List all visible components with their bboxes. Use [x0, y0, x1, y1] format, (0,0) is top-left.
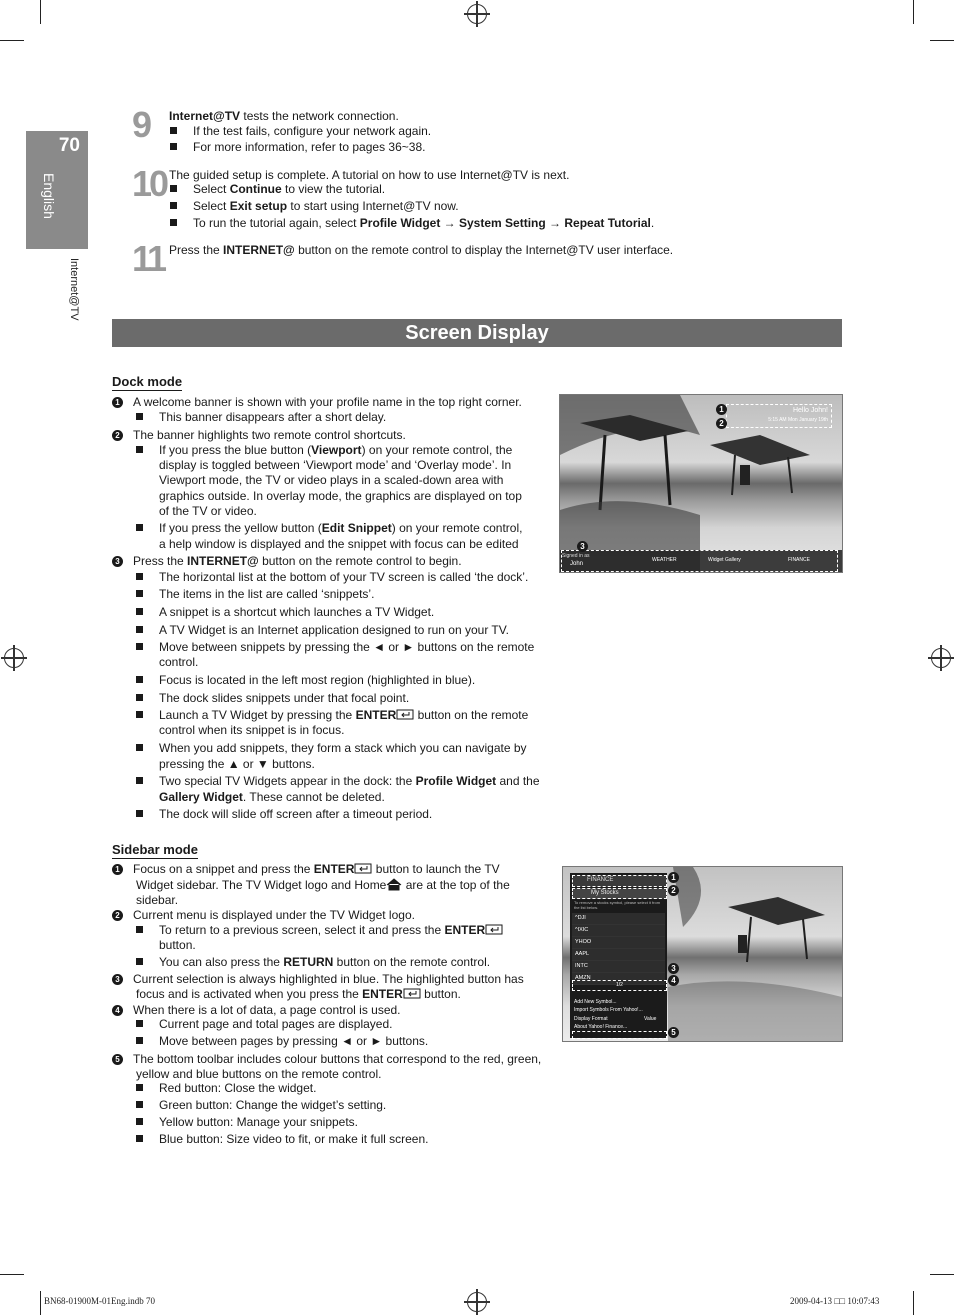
dock-subitem-cont: a help window is displayed and the snippet with focus can be edited — [159, 537, 519, 551]
step-text: The guided setup is complete. A tutorial on how to use Internet@TV is next. — [169, 168, 570, 182]
sidebar-subitem: Yellow button: Manage your snippets. — [136, 1115, 358, 1130]
section-banner: Screen Display — [112, 319, 842, 347]
dock-subitem: Focus is located in the left most region (highlighted in blue). — [136, 673, 475, 688]
sidebar-item: 1 Focus on a snippet and press the ENTER button to launch the TV — [112, 862, 500, 877]
dock-subitem-cont: control when its snippet is in focus. — [159, 723, 345, 737]
dock-subitem-cont: Gallery Widget. These cannot be deleted. — [159, 790, 385, 804]
widget-sidebar — [570, 873, 667, 1038]
language-label: English — [41, 173, 57, 219]
symbol-row[interactable]: ^IXIC — [572, 925, 665, 937]
step-text: Internet@TV tests the network connection. — [169, 109, 399, 123]
dock-subitem-cont: of the TV or video. — [159, 504, 257, 518]
dock-subitem: Move between snippets by pressing the ◄ or ► buttons on the remote — [136, 640, 534, 655]
callout-marker: 2 — [668, 885, 679, 896]
registration-mark-icon — [467, 1292, 487, 1312]
sidebar-mode-screenshot — [562, 866, 843, 1042]
crop-mark — [913, 0, 914, 24]
weather-snippet[interactable]: WEATHER — [652, 557, 677, 563]
dock-subitem-cont: Viewport mode, the TV or video plays in a scaled-down area with — [159, 473, 504, 487]
crop-mark — [40, 1291, 41, 1315]
footer-date: 2009-04-13 □□ 10:07:43 — [790, 1296, 880, 1306]
step-bullet: Select Exit setup to start using Internet@TV now. — [170, 199, 459, 215]
dock-subitem: The dock slides snippets under that focal point. — [136, 691, 409, 706]
dock-subitem: Launch a TV Widget by pressing the ENTER button on the remote — [136, 708, 528, 723]
enter-icon — [485, 924, 503, 935]
dock-mode-screenshot — [559, 394, 843, 573]
enter-icon — [403, 988, 421, 999]
home-icon — [386, 878, 402, 891]
crop-mark — [930, 40, 954, 41]
dock-item: 1 A welcome banner is shown with your profile name in the top right corner. — [112, 395, 522, 410]
dock-focus-box — [561, 550, 838, 572]
symbol-row[interactable]: YHOO — [572, 937, 665, 949]
step-bullet: Select Continue to view the tutorial. — [170, 182, 385, 198]
page-tab — [26, 131, 88, 249]
footer-file: BN68-01900M-01Eng.indb 70 — [44, 1296, 155, 1306]
welcome-text: Hello John! — [792, 407, 828, 414]
symbol-row[interactable]: AMZN — [572, 973, 665, 985]
step-bullet: For more information, refer to pages 36~38. — [170, 140, 425, 156]
registration-mark-icon — [467, 4, 487, 24]
gallery-snippet[interactable]: Widget Gallery — [708, 557, 741, 563]
crop-mark — [40, 0, 41, 24]
step-number: 9 — [132, 104, 150, 145]
dock-subitem: The horizontal list at the bottom of your TV screen is called ‘the dock’. — [136, 570, 528, 585]
format-value: Value — [644, 1016, 657, 1022]
dock-subitem: The dock will slide off screen after a timeout period. — [136, 807, 432, 822]
symbol-row[interactable]: INTC — [572, 961, 665, 973]
callout-marker: 3 — [668, 963, 679, 974]
page-number: 70 — [58, 135, 80, 156]
step-bullet: To run the tutorial again, select Profile Widget → System Setting → Repeat Tutorial. — [170, 216, 654, 232]
crop-mark — [930, 1274, 954, 1275]
dock-subitem-cont: control. — [159, 655, 199, 669]
sidebar-subitem: Green button: Change the widget’s setting. — [136, 1098, 386, 1113]
enter-icon — [396, 709, 414, 720]
crop-mark — [913, 1291, 914, 1315]
dock-subitem-cont: display is toggled between ‘Viewport mode’ and ‘Overlay mode’. In — [159, 458, 512, 472]
callout-marker: 4 — [668, 975, 679, 986]
callout-marker: 3 — [577, 541, 588, 552]
sidebar-item: 5 The bottom toolbar includes colour buttons that correspond to the red, green, — [112, 1052, 541, 1067]
sidebar-subitem: Move between pages by pressing ◄ or ► buttons. — [136, 1034, 428, 1049]
sidebar-action[interactable]: Add New Symbol... — [574, 999, 617, 1005]
current-menu: My Stocks — [591, 890, 619, 896]
sidebar-action[interactable]: About Yahoo! Finance... — [574, 1024, 628, 1030]
sidebar-item-cont: Widget sidebar. The TV Widget logo and Home are at the top of the — [136, 878, 510, 892]
dock-item: 3 Press the INTERNET@ button on the remote control to begin. — [112, 554, 462, 569]
callout-marker: 2 — [716, 418, 727, 429]
sidebar-heading: Sidebar mode — [112, 842, 198, 857]
sidebar-menu-bar[interactable] — [572, 888, 667, 899]
dock-subitem: If you press the yellow button (Edit Snippet) on your remote control, — [136, 521, 522, 536]
welcome-time: 5:15 AM Mon January 19th — [768, 417, 828, 423]
sidebar-subitem: Blue button: Size video to fit, or make it full screen. — [136, 1132, 428, 1147]
registration-mark-icon — [4, 648, 24, 668]
page-indicator: 1/2 — [616, 982, 623, 988]
sidebar-item: 3 Current selection is always highlighted in blue. The highlighted button has — [112, 972, 524, 987]
page-control[interactable] — [572, 980, 667, 991]
user-name: John — [570, 561, 584, 567]
symbol-list — [572, 913, 665, 985]
sidebar-subitem: Red button: Close the widget. — [136, 1081, 316, 1096]
sidebar-subitem-cont: button. — [159, 938, 196, 952]
sidebar-subitem: To return to a previous screen, select it and press the ENTER — [136, 923, 503, 938]
sidebar-item: 4 When there is a lot of data, a page control is used. — [112, 1003, 401, 1018]
crop-mark — [0, 1274, 24, 1275]
dock-heading: Dock mode — [112, 374, 183, 389]
callout-marker: 1 — [716, 404, 727, 415]
sidebar-action[interactable]: Import Symbols From Yahoo!... — [574, 1007, 643, 1013]
crop-mark — [0, 40, 24, 41]
callout-marker: 1 — [668, 872, 679, 883]
sidebar-header — [572, 875, 667, 887]
welcome-banner — [726, 404, 832, 428]
signed-in-label: Signed in as — [562, 553, 590, 559]
step-bullet: If the test fails, configure your network again. — [170, 124, 431, 140]
symbol-row[interactable]: AAPL — [572, 949, 665, 961]
dock-subitem: A snippet is a shortcut which launches a TV Widget. — [136, 605, 434, 620]
step-number: 11 — [132, 238, 165, 279]
finance-snippet[interactable]: FINANCE — [788, 557, 810, 563]
dock-subitem-cont: graphics outside. In overlay mode, the graphics are displayed on top — [159, 489, 522, 503]
dock-subitem: When you add snippets, they form a stack which you can navigate by — [136, 741, 527, 756]
sidebar-subitem: You can also press the RETURN button on the remote control. — [136, 955, 490, 970]
dock-subitem: A TV Widget is an Internet application designed to run on your TV. — [136, 623, 509, 638]
sidebar-item: 2 Current menu is displayed under the TV Widget logo. — [112, 908, 415, 923]
symbol-row[interactable]: ^DJI — [572, 913, 665, 925]
dock-subitem: This banner disappears after a short delay. — [136, 410, 386, 425]
step-text: Press the INTERNET@ button on the remote control to display the Internet@TV user interface. — [169, 243, 674, 257]
registration-mark-icon — [931, 648, 951, 668]
dock-subitem: Two special TV Widgets appear in the dock: the Profile Widget and the — [136, 774, 540, 789]
dock-subitem: If you press the blue button (Viewport) on your remote control, the — [136, 443, 512, 458]
sidebar-subitem: Current page and total pages are displayed. — [136, 1017, 393, 1032]
dock-item: 2 The banner highlights two remote control shortcuts. — [112, 428, 406, 443]
enter-icon — [354, 863, 372, 874]
sidebar-item-cont: sidebar. — [136, 893, 179, 907]
step-number: 10 — [132, 163, 167, 204]
bottom-toolbar[interactable] — [572, 1031, 667, 1039]
finance-title: FINANCE — [587, 877, 614, 883]
dock-subitem: The items in the list are called ‘snippets’. — [136, 587, 374, 602]
sidebar-action[interactable]: Display Format — [574, 1016, 608, 1022]
sidebar-item-cont: focus and is activated when you press the ENTER button. — [136, 987, 461, 1001]
dock-subitem-cont: pressing the ▲ or ▼ buttons. — [159, 757, 315, 771]
sidebar-hint: To remove a stocks symbol, please select it from the list below. — [574, 900, 661, 910]
section-label: Internet@TV — [68, 258, 80, 321]
callout-marker: 5 — [668, 1027, 679, 1038]
sidebar-item-cont: yellow and blue buttons on the remote control. — [136, 1067, 382, 1081]
